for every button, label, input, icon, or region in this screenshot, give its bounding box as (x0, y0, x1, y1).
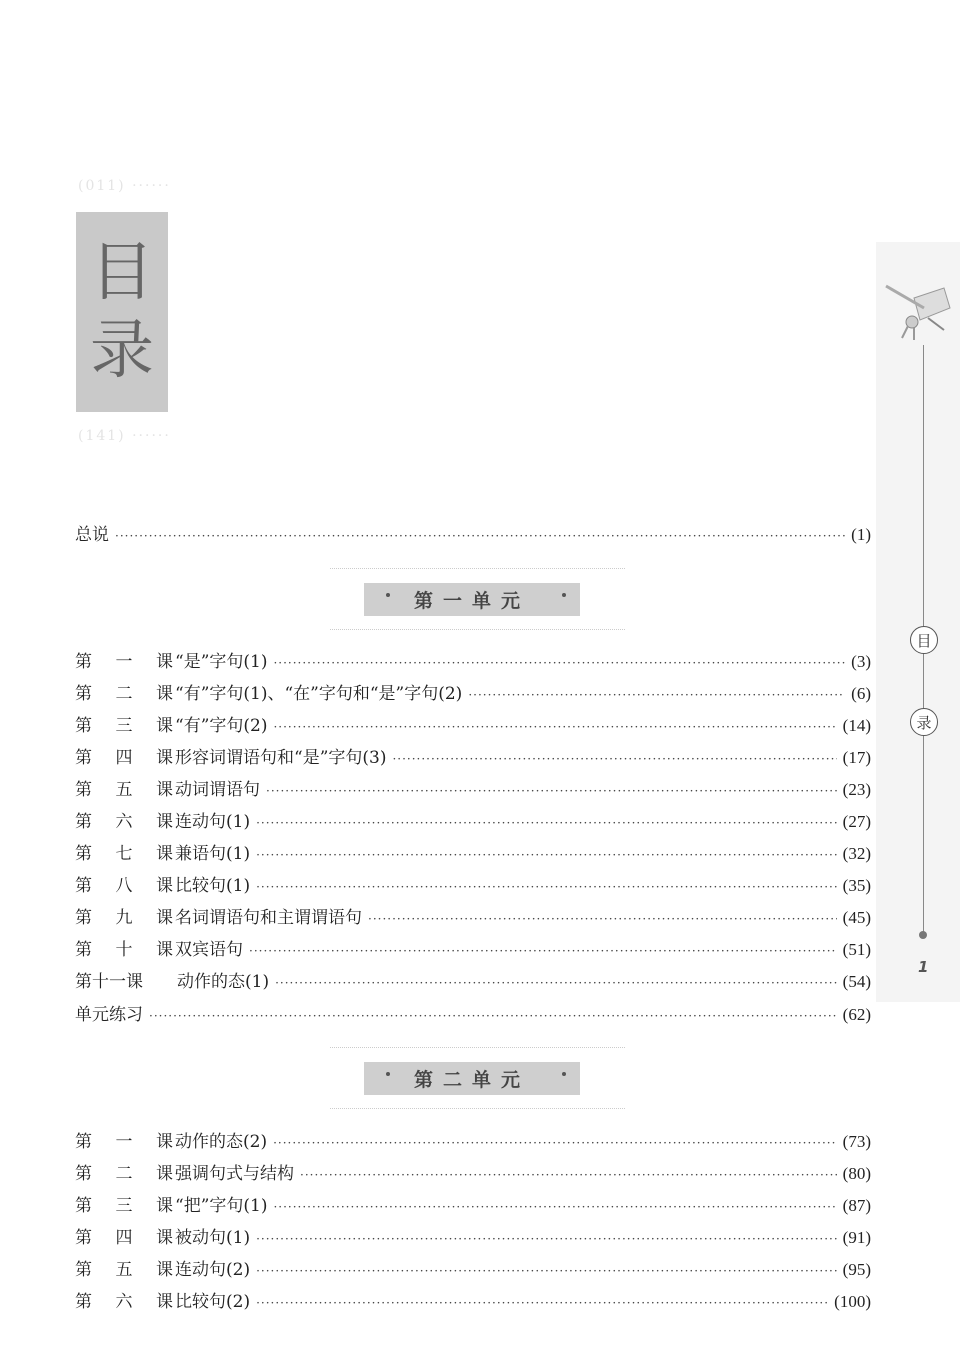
lesson-number-char: 课 (156, 1132, 173, 1152)
lesson-number-char: 一 (115, 652, 133, 672)
entry-page: (87) (842, 1196, 871, 1215)
leader-dots (273, 1200, 836, 1214)
leader-dots (300, 1168, 837, 1182)
entry-title: 双宾语句 (175, 940, 243, 960)
lesson-number-char: 课 (156, 812, 173, 832)
entry-page: (62) (842, 1005, 871, 1024)
leader-dots (273, 656, 845, 670)
lesson-number (75, 871, 175, 896)
lesson-number (75, 807, 175, 832)
lesson-number-char: 一 (115, 1132, 133, 1152)
toc-entry-lesson[interactable] (75, 1223, 871, 1247)
lesson-number (75, 967, 157, 992)
leader-dots (368, 912, 837, 926)
leader-dots (115, 529, 845, 543)
entry-title: “把”字句(1) (175, 1196, 268, 1216)
lesson-number-char: 课 (156, 716, 173, 736)
leader-dots (256, 1296, 828, 1310)
bleed-through-text: (141) ······ (78, 428, 171, 444)
lesson-number-char: 第 (75, 1260, 92, 1280)
lesson-number-char: 八 (115, 876, 133, 896)
lesson-number (75, 903, 175, 928)
entry-title: 连动句(2) (175, 1260, 251, 1280)
lesson-number (75, 935, 175, 960)
lesson-number-char: 第 (75, 1132, 92, 1152)
unit-title: 第二单元 (413, 1069, 530, 1091)
toc-entry-lesson[interactable] (75, 807, 871, 831)
lesson-number (75, 1255, 175, 1280)
lesson-number (75, 679, 175, 704)
leader-dots (266, 784, 837, 798)
lesson-number-char: 五 (115, 1260, 133, 1280)
lesson-number-char: 课 (156, 940, 173, 960)
lesson-number-char: 二 (115, 1164, 133, 1184)
leader-dots (256, 848, 837, 862)
lesson-number-char: 课 (156, 876, 173, 896)
entry-title: 动作的态(1) (177, 972, 270, 992)
toc-entry-lesson[interactable] (75, 711, 871, 735)
lesson-number-char: 第 (75, 1228, 92, 1248)
entry-page: (51) (842, 940, 871, 959)
entry-title: 强调句式与结构 (175, 1164, 294, 1184)
toc-entry-lesson[interactable] (75, 1159, 871, 1183)
leader-dots (249, 944, 837, 958)
entry-title: 形容词谓语句和“是”字句(3) (175, 748, 387, 768)
lesson-number-char: 课 (156, 1292, 173, 1312)
toc-entry-lesson[interactable] (75, 903, 871, 927)
entry-title: 兼语句(1) (175, 844, 251, 864)
lesson-number-char: 第 (75, 812, 92, 832)
entry-title: 比较句(2) (175, 1292, 251, 1312)
lesson-number (75, 839, 175, 864)
toc-entry-lesson[interactable] (75, 647, 871, 671)
entry-title: 被动句(1) (175, 1228, 251, 1248)
unit-title: 第一单元 (413, 590, 530, 612)
entry-page: (6) (851, 684, 871, 703)
toc-entry-lesson[interactable] (75, 1127, 871, 1151)
side-dot (919, 931, 927, 939)
toc-entry-lesson[interactable] (75, 935, 871, 959)
lesson-number-char: 第 (75, 908, 92, 928)
entry-page: (45) (842, 908, 871, 927)
title-char: 录 (90, 314, 154, 388)
lesson-number-char: 课 (156, 1260, 173, 1280)
entry-title: 名词谓语句和主谓谓语句 (175, 908, 362, 928)
entry-page: (14) (842, 716, 871, 735)
lesson-number-char: 三 (115, 1196, 133, 1216)
entry-page: (1) (851, 525, 871, 544)
entry-page: (32) (842, 844, 871, 863)
entry-page: (35) (842, 876, 871, 895)
lesson-number-char: 课 (156, 844, 173, 864)
entry-title: 连动句(1) (175, 812, 251, 832)
page-title (76, 212, 168, 412)
leader-dots (256, 880, 837, 894)
leader-dots (468, 688, 845, 702)
lesson-number-char: 课 (156, 1228, 173, 1248)
leader-dots (275, 976, 837, 990)
entry-title: “是”字句(1) (175, 652, 268, 672)
lesson-number (75, 743, 175, 768)
entry-page: (91) (842, 1228, 871, 1247)
lesson-number-char: 第 (75, 940, 92, 960)
toc-entry-lesson[interactable] (75, 839, 871, 863)
toc-entry-lesson[interactable] (75, 1255, 871, 1279)
entry-page: (54) (842, 972, 871, 991)
lesson-number-char: 第 (75, 1196, 92, 1216)
lesson-number-char: 四 (115, 1228, 133, 1248)
lesson-number-char: 第 (75, 748, 92, 768)
lesson-number (75, 711, 175, 736)
unit-heading-2 (330, 1047, 625, 1109)
toc-entry-lesson[interactable] (75, 967, 871, 991)
side-circle-lu: 录 (910, 708, 938, 736)
lesson-number-char: 课 (156, 1164, 173, 1184)
lesson-number-char: 课 (156, 748, 173, 768)
toc-entry-lesson[interactable] (75, 1191, 871, 1215)
lesson-number-char: 课 (156, 684, 173, 704)
leader-dots (256, 1232, 837, 1246)
lesson-number-char: 第十一课 (75, 972, 143, 992)
lesson-number-char: 课 (156, 780, 173, 800)
entry-page: (17) (842, 748, 871, 767)
lesson-number-char: 十 (115, 940, 133, 960)
lesson-number-char: 第 (75, 716, 92, 736)
lesson-number-char: 六 (115, 1292, 133, 1312)
leader-dots (273, 1136, 837, 1150)
toc-entry-unit-review[interactable] (75, 1000, 871, 1024)
lesson-number-char: 五 (115, 780, 133, 800)
entry-title: “有”字句(1)、“在”字句和“是”字句(2) (175, 684, 463, 704)
lesson-number-char: 第 (75, 652, 92, 672)
entry-title: “有”字句(2) (175, 716, 268, 736)
lesson-number-char: 第 (75, 876, 92, 896)
page-number: 1 (918, 958, 929, 976)
lesson-number (75, 1287, 175, 1312)
entry-page: (3) (851, 652, 871, 671)
lesson-number-char: 第 (75, 1292, 92, 1312)
lesson-number (75, 1127, 175, 1152)
lesson-number-char: 三 (115, 716, 133, 736)
bleed-through-text: (011) ······ (78, 178, 171, 194)
lesson-number-char: 四 (115, 748, 133, 768)
scroll-quill-icon (884, 278, 954, 342)
lesson-number-char: 七 (115, 844, 133, 864)
lesson-number-char: 六 (115, 812, 133, 832)
toc-entry-lesson[interactable] (75, 871, 871, 895)
entry-title: 总说 (75, 525, 109, 545)
entry-title: 比较句(1) (175, 876, 251, 896)
side-margin-decoration (876, 242, 960, 1002)
toc-entry-lesson[interactable] (75, 775, 871, 799)
lesson-number-char: 第 (75, 780, 92, 800)
side-circle-mu: 目 (910, 626, 938, 654)
toc-entry-intro[interactable] (75, 520, 871, 544)
lesson-number-char: 二 (115, 684, 133, 704)
lesson-number (75, 1223, 175, 1248)
toc-entry-lesson[interactable] (75, 1287, 871, 1311)
title-char: 目 (90, 236, 154, 310)
entry-page: (73) (842, 1132, 871, 1151)
entry-page: (100) (834, 1292, 871, 1311)
leader-dots (392, 752, 836, 766)
toc-entry-lesson[interactable] (75, 743, 871, 767)
lesson-number (75, 1191, 175, 1216)
lesson-number-char: 第 (75, 684, 92, 704)
entry-title: 动作的态(2) (175, 1132, 268, 1152)
entry-page: (95) (842, 1260, 871, 1279)
lesson-number (75, 1159, 175, 1184)
unit-heading-1 (330, 568, 625, 630)
lesson-number-char: 课 (156, 1196, 173, 1216)
entry-title: 单元练习 (75, 1005, 143, 1025)
leader-dots (256, 1264, 837, 1278)
leader-dots (273, 720, 836, 734)
lesson-number-char: 第 (75, 1164, 92, 1184)
lesson-number-char: 课 (156, 908, 173, 928)
entry-page: (80) (842, 1164, 871, 1183)
entry-page: (23) (842, 780, 871, 799)
lesson-number-char: 九 (115, 908, 133, 928)
toc-entry-lesson[interactable] (75, 679, 871, 703)
lesson-number-char: 课 (156, 652, 173, 672)
leader-dots (256, 816, 837, 830)
lesson-number-char: 第 (75, 844, 92, 864)
entry-title: 动词谓语句 (175, 780, 260, 800)
leader-dots (149, 1009, 837, 1023)
entry-page: (27) (842, 812, 871, 831)
lesson-number (75, 647, 175, 672)
lesson-number (75, 775, 175, 800)
